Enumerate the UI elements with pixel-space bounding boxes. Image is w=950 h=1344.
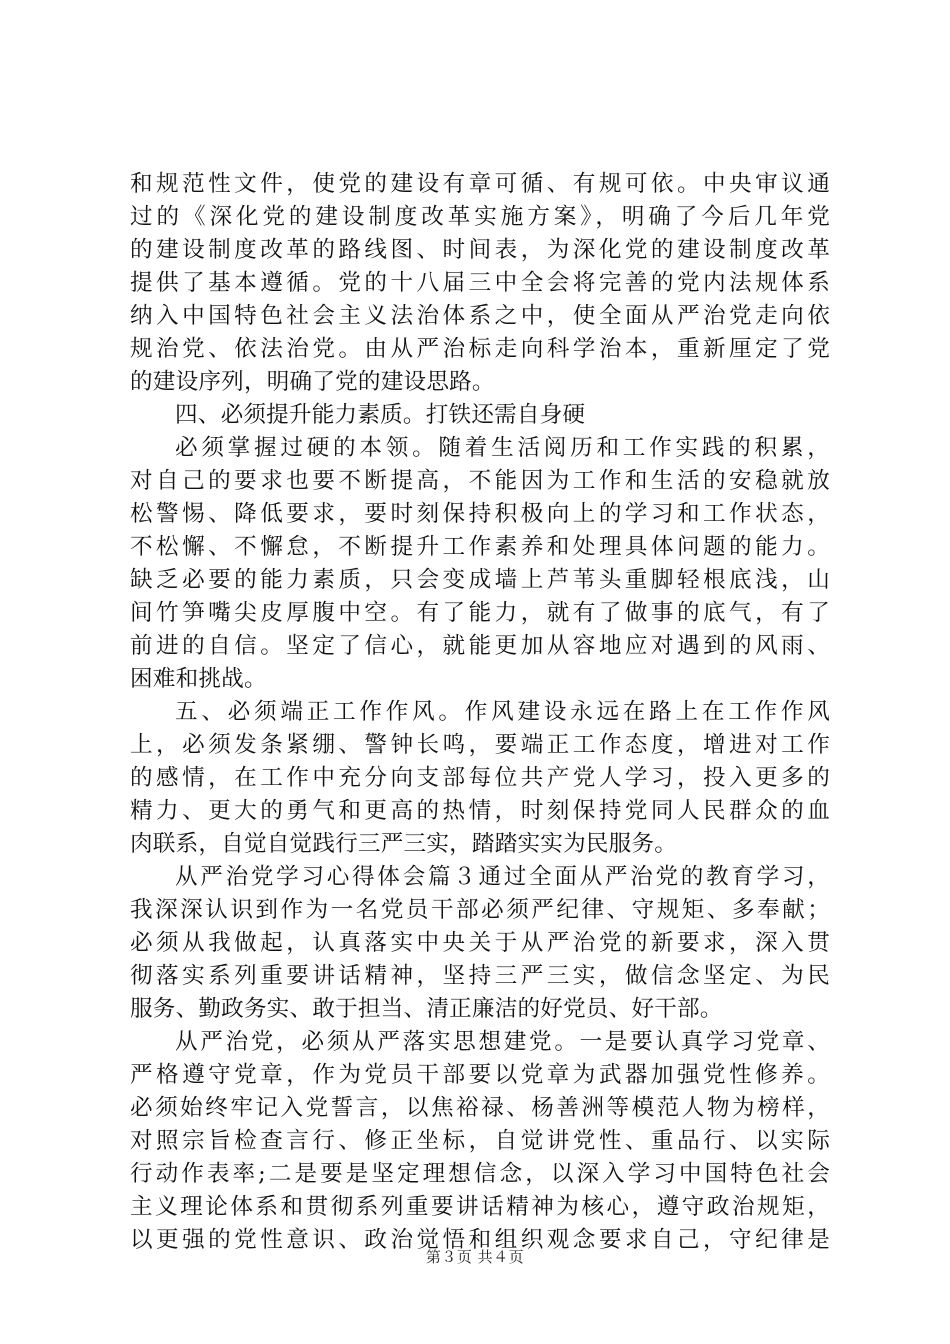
text-line: 对照宗旨检查言行、修正坐标，自觉讲党性、重品行、以实际 (130, 1128, 830, 1154)
text-line: 纳入中国特色社会主义法治体系之中，使全面从严治党走向依 (130, 303, 830, 329)
text-line: 的感情，在工作中充分向支部每位共产党人学习，投入更多的 (130, 765, 830, 791)
text-line: 间竹笋嘴尖皮厚腹中空。有了能力，就有了做事的底气，有了 (130, 600, 830, 626)
text-line: 精力、更大的勇气和更高的热情，时刻保持党同人民群众的血 (130, 798, 830, 824)
text-line: 从严治党学习心得体会篇３通过全面从严治党的教育学习， (175, 864, 830, 890)
text-line: 彻落实系列重要讲话精神，坚持三严三实，做信念坚定、为民 (130, 963, 830, 989)
text-line: 五、必须端正工作作风。作风建设永远在路上在工作作风 (175, 699, 830, 725)
text-line: 提供了基本遵循。党的十八届三中全会将完善的党内法规体系 (130, 270, 830, 296)
page-footer: 第３页 共４页 (425, 1248, 525, 1266)
text-line: 肉联系，自觉自觉践行三严三实，踏踏实实为民服务。 (130, 831, 678, 857)
text-line: 规治党、依法治党。由从严治标走向科学治本，重新厘定了党 (130, 336, 830, 362)
text-line: 对自己的要求也要不断提高，不能因为工作和生活的安稳就放 (130, 468, 830, 494)
text-line: 服务、勤政务实、敢于担当、清正廉洁的好党员、好干部。 (130, 996, 723, 1022)
text-line: 不松懈、不懈怠，不断提升工作素养和处理具体问题的能力。 (130, 534, 830, 560)
text-line: 行动作表率;二是要是坚定理想信念，以深入学习中国特色社会 (130, 1161, 830, 1187)
text-line: 的建设序列，明确了党的建设思路。 (130, 369, 495, 395)
text-line: 和规范性文件，使党的建设有章可循、有规可依。中央审议通 (130, 171, 830, 197)
text-line: 过的《深化党的建设制度改革实施方案》，明确了今后几年党 (130, 204, 830, 230)
text-line: 必须从我做起，认真落实中央关于从严治党的新要求，深入贯 (130, 930, 830, 956)
text-line: 的建设制度改革的路线图、时间表，为深化党的建设制度改革 (130, 237, 830, 263)
text-line: 松警惕、降低要求，要时刻保持积极向上的学习和工作状态， (130, 501, 830, 527)
text-line: 主义理论体系和贯彻系列重要讲话精神为核心，遵守政治规矩， (130, 1194, 830, 1220)
text-line: 以更强的党性意识、政治觉悟和组织观念要求自己，守纪律是 (130, 1227, 830, 1253)
text-line: 必须始终牢记入党誓言，以焦裕禄、杨善洲等模范人物为榜样， (130, 1095, 830, 1121)
text-line: 前进的自信。坚定了信心，就能更加从容地应对遇到的风雨、 (130, 633, 830, 659)
text-line: 上，必须发条紧绷、警钟长鸣，要端正工作态度，增进对工作 (130, 732, 830, 758)
text-line: 困难和挑战。 (130, 666, 267, 692)
text-line: 四、必须提升能力素质。打铁还需自身硬 (175, 402, 586, 428)
document-body (130, 168, 830, 1257)
text-line: 严格遵守党章，作为党员干部要以党章为武器加强党性修养。 (130, 1062, 830, 1088)
text-line: 缺乏必要的能力素质，只会变成墙上芦苇头重脚轻根底浅，山 (130, 567, 830, 593)
text-line: 从严治党，必须从严落实思想建党。一是要认真学习党章、 (175, 1029, 830, 1055)
text-line: 我深深认识到作为一名党员干部必须严纪律、守规矩、多奉献； (130, 897, 830, 923)
text-line: 必须掌握过硬的本领。随着生活阅历和工作实践的积累， (175, 435, 830, 461)
